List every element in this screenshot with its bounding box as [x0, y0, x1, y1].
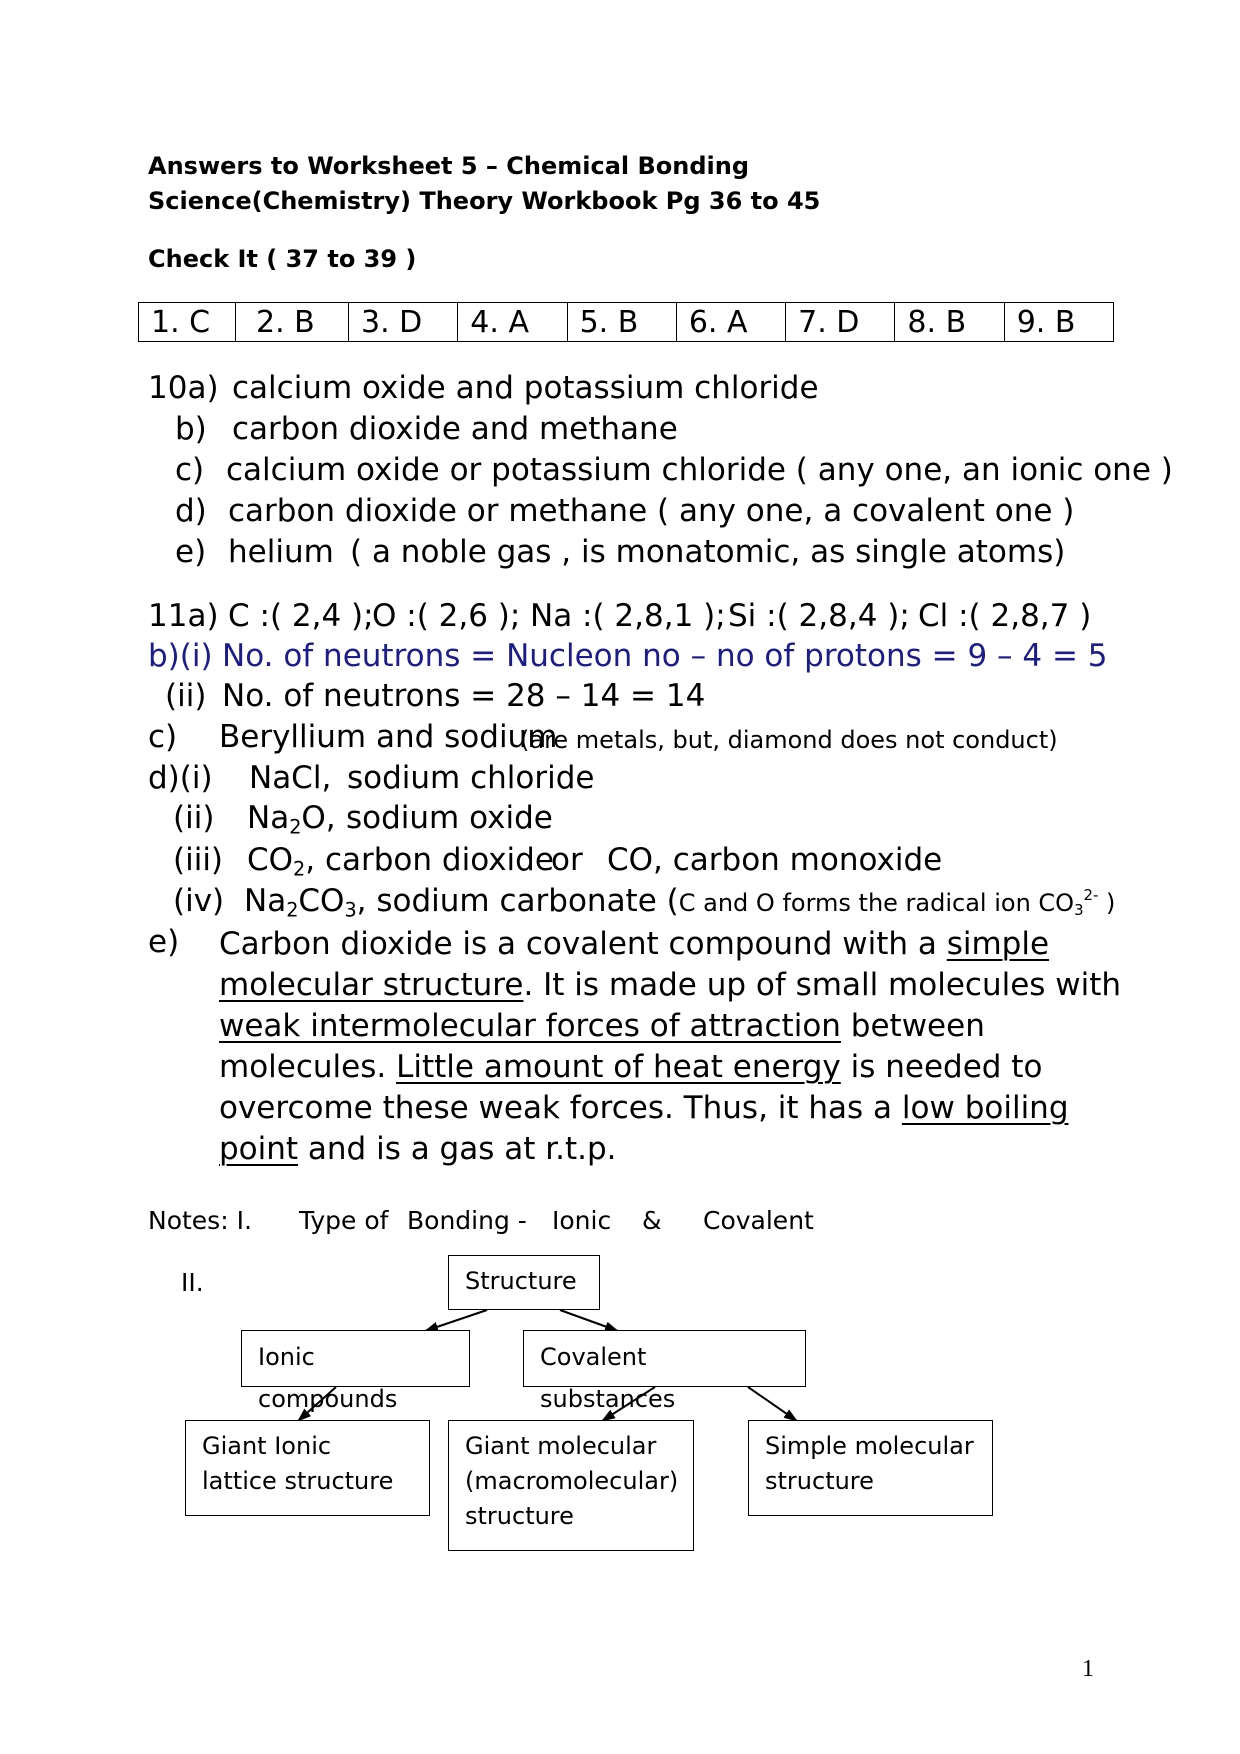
diagram-box-giant-ionic [185, 1420, 430, 1516]
q11e-text: is needed to [840, 1049, 1043, 1085]
q11bii-answer: No. of neutrons = 28 – 14 = 14 [222, 678, 706, 714]
mcq-answer-cell: 8. B [895, 303, 1004, 342]
q10e-label: e) [175, 534, 207, 570]
diagram-label: Covalent substances [540, 1343, 676, 1413]
q10b-label: b) [175, 411, 207, 447]
q11div-formula-part: Na [244, 883, 287, 919]
q11e-keyword: low boiling [901, 1090, 1069, 1126]
q11diii-alternative: CO, carbon monoxide [607, 842, 943, 878]
q11e-label: e) [148, 924, 180, 960]
q11e-keyword: Little amount of heat energy [396, 1049, 841, 1085]
mcq-answer-cell: 9. B [1004, 303, 1113, 342]
diagram-box-giant-molecular [448, 1420, 694, 1551]
q11e-text: and is a gas at r.t.p. [298, 1131, 617, 1167]
q11e-text: Carbon dioxide is a covalent compound with a [219, 926, 947, 962]
q10a-label: 10a) [148, 370, 219, 406]
q11div-note-superscript: 2- [1083, 885, 1099, 904]
q11dii-formula-part: Na [247, 800, 290, 836]
electron-config-si: Si :( 2,8,4 ); [728, 598, 910, 634]
q11e-text: . It is made up of small molecules with [523, 967, 1122, 1003]
q11dii-formula-part: O, [301, 800, 336, 836]
q11diii-or: or [551, 842, 583, 878]
q11di-formula: NaCl, [249, 760, 332, 796]
notes-ionic: Ionic [552, 1206, 612, 1235]
notes-label: Notes: I. [148, 1206, 252, 1235]
q11diii-formula-part: CO [247, 842, 294, 878]
q11div-note-text: C and O forms the radical ion CO [678, 889, 1075, 917]
electron-config-na: Na :( 2,8,1 ); [530, 598, 726, 634]
q11e-text: molecules. [219, 1049, 397, 1085]
q11bi-answer: No. of neutrons = Nucleon no – no of protons = 9 – 4 = 5 [222, 638, 1108, 674]
q10c-label: c) [175, 452, 205, 488]
mcq-answer-cell: 6. A [676, 303, 785, 342]
q11diii-name: , carbon dioxide [305, 842, 554, 878]
mcq-answer-cell: 2. B [236, 303, 349, 342]
diagram-label: Structure [465, 1267, 577, 1295]
q11dii-name: sodium oxide [346, 800, 553, 836]
q11diii-subscript: 2 [293, 857, 306, 881]
q11dii-label: (ii) [173, 800, 215, 836]
q11e-keyword: point [219, 1131, 299, 1167]
q10b-answer: carbon dioxide and methane [232, 411, 678, 447]
worksheet-subtitle: Science(Chemistry) Theory Workbook Pg 36 to 45 [148, 187, 821, 215]
notes-ampersand: & [642, 1206, 662, 1235]
q11div-subscript: 3 [344, 898, 357, 922]
q11c-label: c) [148, 719, 178, 755]
q11div-subscript: 2 [286, 898, 299, 922]
q10c-answer: calcium oxide or potassium chloride ( any one, an ionic one ) [226, 452, 1173, 488]
diagram-label: Simple molecular [765, 1432, 974, 1460]
q11div-note-close: ) [1098, 889, 1116, 917]
arrow-covalent-to-simple-molecular [748, 1387, 797, 1421]
diagram-label: Giant molecular [465, 1432, 657, 1460]
arrow-structure-to-ionic [425, 1310, 487, 1331]
notes-ii-label: II. [181, 1268, 204, 1297]
worksheet-title: Answers to Worksheet 5 – Chemical Bonding [148, 152, 750, 180]
mcq-answer-cell: 3. D [349, 303, 458, 342]
q11diii-label: (iii) [173, 842, 224, 878]
electron-config-c: C :( 2,4 ); [228, 598, 374, 634]
q10a-answer: calcium oxide and potassium chloride [232, 370, 819, 406]
q10d-answer: carbon dioxide or methane ( any one, a covalent one ) [228, 493, 1075, 529]
q11dii-subscript: 2 [289, 815, 302, 839]
q11bii-label: (ii) [165, 678, 207, 714]
q10e-note: ( a noble gas , is monatomic, as single atoms) [350, 534, 1066, 570]
notes-bonding: Bonding - [407, 1206, 527, 1235]
q11e-text: overcome these weak forces. Thus, it has a [219, 1090, 902, 1126]
notes-covalent: Covalent [703, 1206, 814, 1235]
q11c-note: (are metals, but, diamond does not conduct) [520, 726, 1058, 754]
diagram-label: Giant Ionic [202, 1432, 332, 1460]
electron-config-o: O :( 2,6 ); [372, 598, 521, 634]
electron-config-cl: Cl :( 2,8,7 ) [918, 598, 1092, 634]
q10d-label: d) [175, 493, 207, 529]
arrow-structure-to-covalent [560, 1310, 618, 1331]
mcq-answer-cell: 5. B [567, 303, 676, 342]
q11e-keyword: molecular structure [219, 967, 524, 1003]
mcq-answer-cell: 1. C [139, 303, 236, 342]
q11div-note-subscript: 3 [1074, 901, 1084, 920]
diagram-label: (macromolecular) [465, 1467, 679, 1495]
diagram-label: lattice structure [202, 1467, 394, 1495]
q11div-label: (iv) [173, 883, 225, 919]
diagram-box-structure [448, 1255, 600, 1310]
q11bi-label: b)(i) [148, 638, 213, 674]
diagram-box-covalent-substances [523, 1330, 806, 1413]
diagram-label: structure [765, 1467, 874, 1495]
diagram-label: Ionic compounds [258, 1343, 398, 1413]
diagram-box-simple-molecular [748, 1420, 993, 1516]
q11di-label: d)(i) [148, 760, 213, 796]
q11a-label: 11a) [148, 598, 219, 634]
check-it-heading: Check It ( 37 to 39 ) [148, 245, 417, 273]
q10e-answer: helium [228, 534, 334, 570]
page-number: 1 [1082, 1656, 1094, 1682]
q11c-answer: Beryllium and sodium [219, 719, 558, 755]
mcq-answer-cell: 7. D [786, 303, 895, 342]
q11e-keyword: simple [946, 926, 1050, 962]
q11di-name: sodium chloride [347, 760, 595, 796]
diagram-box-ionic-compounds [241, 1330, 470, 1413]
q11div-formula-part: CO [298, 883, 345, 919]
q11e-text: between [840, 1008, 985, 1044]
q11div-name: , sodium carbonate ( [356, 883, 679, 919]
q11e-keyword: weak intermolecular forces of attraction [219, 1008, 841, 1044]
diagram-label: structure [465, 1502, 574, 1530]
notes-type-of: Type of [299, 1206, 389, 1235]
mcq-answer-cell: 4. A [458, 303, 567, 342]
